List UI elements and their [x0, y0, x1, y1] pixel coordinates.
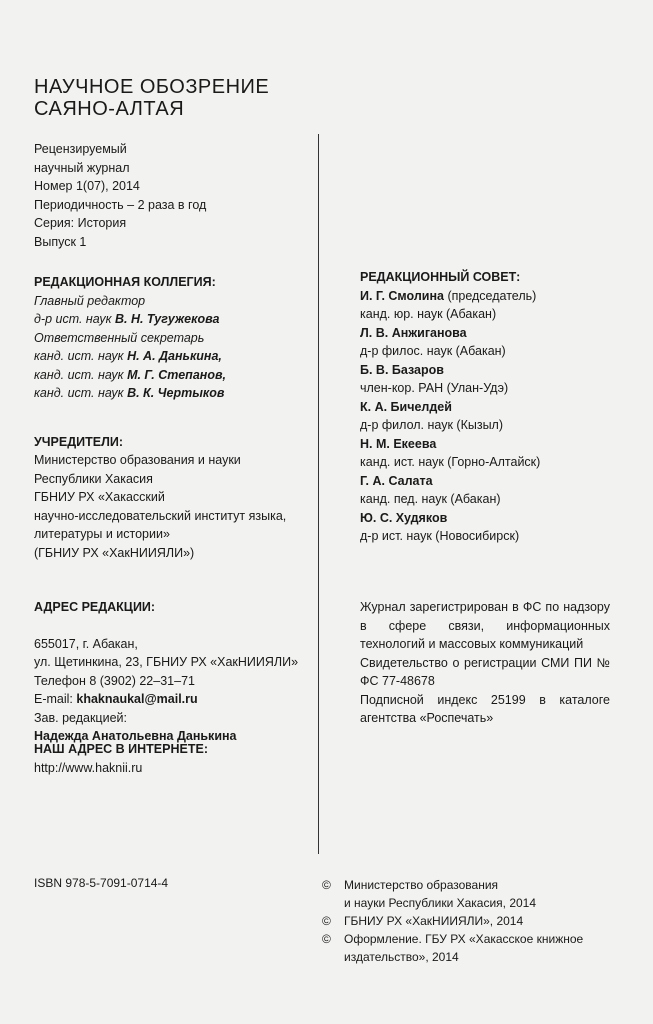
council-member-degree: д-р филос. наук (Абакан): [360, 344, 506, 358]
web-heading: НАШ АДРЕС В ИНТЕРНЕТЕ:: [34, 742, 208, 756]
column-divider: [318, 134, 319, 854]
web-address: [34, 740, 314, 777]
address-email: [34, 690, 314, 709]
council-member-name: К. А. Бичелдей: [360, 399, 452, 414]
board-member: [34, 347, 304, 366]
founders-line: научно-исследовательский институт языка,: [34, 508, 287, 523]
board-member-degree: канд. ист. наук: [34, 367, 124, 382]
founders-line: (ГБНИУ РХ «ХакНИИЯЛИ»): [34, 545, 195, 560]
right-column: [360, 268, 630, 546]
copyright-row: [322, 912, 642, 930]
email-label: E-mail:: [34, 692, 73, 706]
chief-editor: [34, 310, 304, 329]
address-street: ул. Щетинкина, 23, ГБНИУ РХ «ХакНИИЯЛИ»: [34, 655, 299, 669]
secretary-role: Ответственный секретарь: [34, 330, 205, 345]
copyright-line: ГБНИУ РХ «ХакНИИЯЛИ», 2014: [344, 914, 524, 928]
editorial-address: [34, 598, 314, 746]
council-member: [360, 287, 630, 306]
chief-editor-role: Главный редактор: [34, 293, 146, 308]
chief-editor-name: В. Н. Тугужекова: [114, 312, 220, 326]
email-link[interactable]: khaknaukal@mail.ru: [76, 692, 198, 706]
registration-certificate: Свидетельство о регистрации СМИ ПИ № ФС 77-48678: [360, 655, 610, 688]
journal-title-line2: САЯНО-АЛТАЯ: [34, 98, 185, 120]
address-heading: АДРЕС РЕДАКЦИИ:: [34, 600, 156, 614]
board-member-degree: канд. ист. наук: [34, 349, 124, 363]
board-member-name: Н. А. Данькина,: [127, 349, 222, 363]
editorial-head-label: Зав. редакцией:: [34, 710, 127, 725]
isbn: ISBN 978-5-7091-0714-4: [34, 876, 169, 890]
council-member-degree: член-кор. РАН (Улан-Удэ): [360, 381, 509, 395]
founders-line: литературы и истории»: [34, 527, 170, 541]
copyright-row: [322, 876, 642, 912]
council-member-name: Л. В. Анжиганова: [360, 325, 467, 340]
founders: [34, 433, 304, 563]
copyright-row: [322, 930, 642, 966]
founders-line: ГБНИУ РХ «Хакасский: [34, 490, 165, 504]
journal-info: [34, 140, 304, 251]
journal-info-line: Номер 1(07), 2014: [34, 179, 140, 193]
journal-info-line: Выпуск 1: [34, 234, 87, 249]
council-member-name: Г. А. Салата: [360, 473, 433, 488]
copyright-line: издательство», 2014: [344, 950, 459, 964]
copyright-line: Министерство образования: [344, 878, 499, 892]
council-member-degree: д-р филол. наук (Кызыл): [360, 418, 504, 432]
founders-heading: УЧРЕДИТЕЛИ:: [34, 434, 124, 449]
journal-info-line: Рецензируемый: [34, 142, 127, 156]
show-through-text: [372, 60, 381, 91]
address-postal: 655017, г. Абакан,: [34, 636, 138, 651]
copyright-icon: ©: [322, 914, 331, 928]
council-member-name: Н. М. Екеева: [360, 436, 437, 451]
board-member-name: М. Г. Степанов,: [127, 367, 226, 382]
editorial-council-heading: РЕДАКЦИОННЫЙ СОВЕТ:: [360, 270, 521, 284]
council-member-degree: канд. юр. наук (Абакан): [360, 307, 497, 321]
editorial-board: [34, 273, 304, 403]
founders-line: Министерство образования и науки: [34, 453, 241, 467]
subscription-index: Подписной индекс 25199 в каталоге агентства «Роспечать»: [360, 692, 610, 725]
web-url-link[interactable]: http://www.haknii.ru: [34, 760, 143, 775]
copyright-line: и науки Республики Хакасия, 2014: [344, 896, 537, 910]
journal-info-line: Серия: История: [34, 216, 127, 230]
registration-info: [360, 598, 610, 728]
council-member-degree: канд. ист. наук (Горно-Алтайск): [360, 455, 541, 469]
board-member-degree: канд. ист. наук: [34, 386, 124, 400]
journal-title-line1: НАУЧНОЕ ОБОЗРЕНИЕ: [34, 76, 270, 98]
council-member-degree: д-р ист. наук (Новосибирск): [360, 529, 520, 543]
copyright-line: Оформление. ГБУ РХ «Хакасское книжное: [344, 932, 584, 946]
council-member-note: (председатель): [447, 288, 537, 303]
editorial-head-name: Надежда Анатольевна Данькина: [34, 729, 237, 743]
editorial-board-heading: РЕДАКЦИОННАЯ КОЛЛЕГИЯ:: [34, 275, 216, 289]
journal-info-line: научный журнал: [34, 160, 130, 175]
journal-info-line: Периодичность – 2 раза в год: [34, 197, 207, 212]
copyright-icon: ©: [322, 932, 331, 946]
address-phone: Телефон 8 (3902) 22–31–71: [34, 673, 195, 688]
board-member-name: В. К. Чертыков: [127, 386, 225, 400]
copyrights: [322, 876, 642, 966]
board-member: [34, 366, 304, 385]
council-member-name: Ю. С. Худяков: [360, 510, 448, 525]
journal-title: [34, 76, 304, 120]
registration-text: Журнал зарегистрирован в ФС по надзору в сфере связи, информационных технологий и массовых коммуникаций: [360, 600, 610, 651]
council-member-degree: канд. пед. наук (Абакан): [360, 492, 501, 506]
chief-editor-degree: д-р ист. наук: [34, 312, 112, 326]
copyright-icon: ©: [322, 878, 331, 892]
board-member: [34, 384, 304, 403]
founders-line: Республики Хакасия: [34, 471, 153, 486]
council-member-name: И. Г. Смолина: [360, 288, 444, 303]
left-column: [34, 76, 304, 576]
council-member-name: Б. В. Базаров: [360, 362, 444, 377]
